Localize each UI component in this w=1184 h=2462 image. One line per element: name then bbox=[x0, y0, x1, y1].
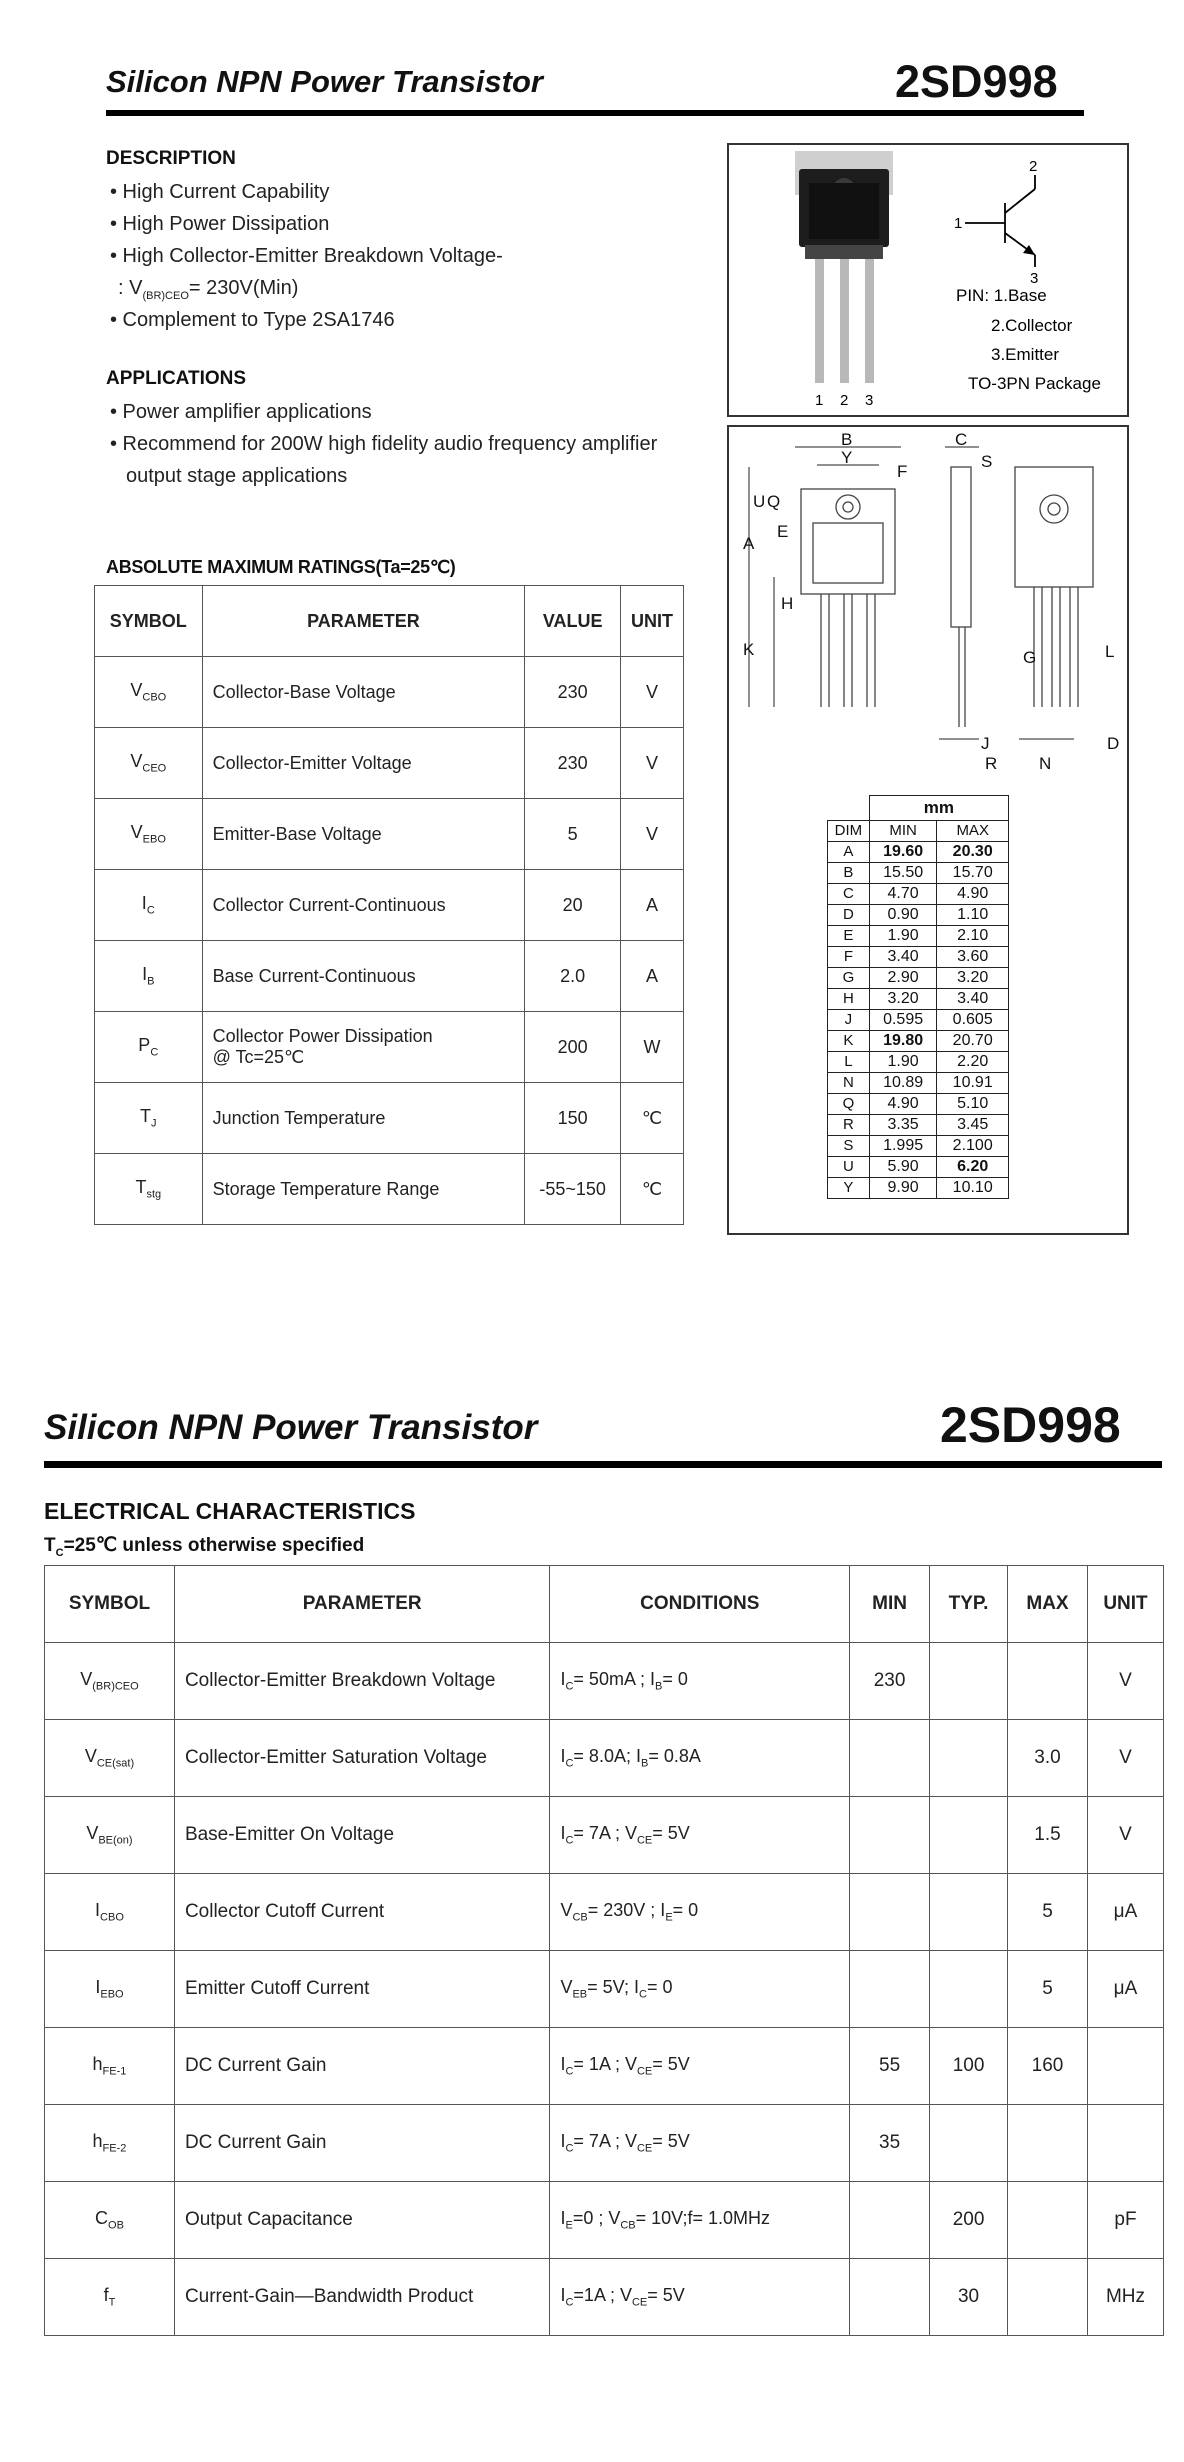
dim-label: S bbox=[981, 452, 993, 471]
col-header: SYMBOL bbox=[95, 586, 203, 657]
dims-cell: 0.605 bbox=[937, 1010, 1009, 1031]
electrical-unit: V bbox=[1087, 1720, 1163, 1797]
page2-title: Silicon NPN Power Transistor bbox=[44, 1408, 538, 1447]
dims-cell: 4.90 bbox=[869, 1094, 937, 1115]
dims-row bbox=[828, 1073, 1009, 1094]
ratings-row bbox=[95, 799, 684, 870]
electrical-max: 5 bbox=[1008, 1874, 1088, 1951]
rating-unit: ℃ bbox=[620, 1083, 683, 1154]
condition-note: $T_C=25℃$ unless otherwise specified bbox=[44, 1535, 365, 1559]
rating-value: -55~150 bbox=[525, 1154, 621, 1225]
applications-heading: APPLICATIONS bbox=[106, 368, 247, 389]
ratings-row bbox=[95, 728, 684, 799]
rating-parameter: Collector Current-Continuous bbox=[202, 870, 525, 941]
dims-cell: 0.595 bbox=[869, 1010, 937, 1031]
dims-row bbox=[828, 884, 1009, 905]
electrical-parameter: Emitter Cutoff Current bbox=[174, 1951, 550, 2028]
dims-row bbox=[828, 926, 1009, 947]
electrical-typ bbox=[930, 1643, 1008, 1720]
rating-value: 150 bbox=[525, 1083, 621, 1154]
electrical-symbol: $V_{BE(on)}$ bbox=[45, 1797, 175, 1874]
symbol-pin-label: 3 bbox=[1030, 270, 1039, 287]
dims-cell: 20.30 bbox=[937, 842, 1009, 863]
electrical-conditions: $V_{CB}= 230V$ ; $I_E= 0$ bbox=[550, 1874, 850, 1951]
dims-cell: 9.90 bbox=[869, 1178, 937, 1199]
dims-cell: 2.10 bbox=[937, 926, 1009, 947]
dims-row bbox=[828, 1136, 1009, 1157]
outline-drawing bbox=[729, 427, 1127, 773]
rating-unit: W bbox=[620, 1012, 683, 1083]
dims-cell: 3.40 bbox=[937, 989, 1009, 1010]
rating-unit: A bbox=[620, 870, 683, 941]
package-pinout-figure bbox=[729, 145, 1127, 415]
dims-row bbox=[828, 1052, 1009, 1073]
dims-row bbox=[828, 1115, 1009, 1136]
dims-cell: B bbox=[828, 863, 870, 884]
electrical-parameter: Collector Cutoff Current bbox=[174, 1874, 550, 1951]
electrical-row bbox=[45, 2259, 1164, 2336]
description-item: • Complement to Type 2SA1746 bbox=[110, 309, 395, 331]
electrical-conditions: $I_E=0$ ; $V_{CB}=$ 10V;f= 1.0MHz bbox=[550, 2182, 850, 2259]
lead-2 bbox=[840, 259, 849, 383]
ratings-table bbox=[94, 585, 684, 1225]
dims-cell: 3.20 bbox=[869, 989, 937, 1010]
dims-cell: 10.89 bbox=[869, 1073, 937, 1094]
electrical-typ: 200 bbox=[930, 2182, 1008, 2259]
rating-symbol: $V_{EBO}$ bbox=[95, 799, 203, 870]
electrical-symbol: $I_{EBO}$ bbox=[45, 1951, 175, 2028]
application-item: output stage applications bbox=[126, 465, 348, 487]
electrical-row bbox=[45, 1720, 1164, 1797]
dims-cell: 10.10 bbox=[937, 1178, 1009, 1199]
dims-cell: 19.80 bbox=[869, 1031, 937, 1052]
electrical-parameter: Collector-Emitter Saturation Voltage bbox=[174, 1720, 550, 1797]
electrical-unit: V bbox=[1087, 1643, 1163, 1720]
electrical-header-row bbox=[45, 1566, 1164, 1643]
electrical-conditions: $I_C= 7A$ ; $V_{CE}= 5V$ bbox=[550, 1797, 850, 1874]
dim-label: B bbox=[841, 430, 853, 449]
page2-part-number: 2SD998 bbox=[940, 1397, 1121, 1453]
rating-symbol: $T_J$ bbox=[95, 1083, 203, 1154]
pin-label: 3.Emitter bbox=[991, 345, 1060, 364]
dims-cell: R bbox=[828, 1115, 870, 1136]
dims-cell: 10.91 bbox=[937, 1073, 1009, 1094]
dims-cell: D bbox=[828, 905, 870, 926]
dims-cell: 3.45 bbox=[937, 1115, 1009, 1136]
electrical-conditions: $I_C= 1A$ ; $V_{CE}= 5V$ bbox=[550, 2028, 850, 2105]
dims-row bbox=[828, 842, 1009, 863]
col-header: VALUE bbox=[525, 586, 621, 657]
rating-parameter: Storage Temperature Range bbox=[202, 1154, 525, 1225]
page1-header-rule bbox=[106, 110, 1084, 116]
electrical-typ bbox=[930, 1720, 1008, 1797]
ratings-row bbox=[95, 657, 684, 728]
dims-cell: 2.20 bbox=[937, 1052, 1009, 1073]
lead-3 bbox=[865, 259, 874, 383]
dims-cell: 6.20 bbox=[937, 1157, 1009, 1178]
electrical-parameter: DC Current Gain bbox=[174, 2028, 550, 2105]
dims-cell: E bbox=[828, 926, 870, 947]
dims-cell: U bbox=[828, 1157, 870, 1178]
ratings-row bbox=[95, 1154, 684, 1225]
col-header: UNIT bbox=[1087, 1566, 1163, 1643]
electrical-heading: ELECTRICAL CHARACTERISTICS bbox=[44, 1498, 416, 1524]
vce-min-line: : $V_{(BR)CEO}= 230V(Min)$ bbox=[118, 277, 299, 302]
electrical-min bbox=[850, 2259, 930, 2336]
rating-symbol: $I_B$ bbox=[95, 941, 203, 1012]
dims-row bbox=[828, 1031, 1009, 1052]
dims-cell: 3.40 bbox=[869, 947, 937, 968]
ratings-header-row bbox=[95, 586, 684, 657]
package-name: TO-3PN Package bbox=[968, 374, 1101, 393]
electrical-min bbox=[850, 1874, 930, 1951]
pin-number: 3 bbox=[865, 392, 874, 409]
rating-symbol: $I_C$ bbox=[95, 870, 203, 941]
electrical-unit: μA bbox=[1087, 1874, 1163, 1951]
electrical-unit: MHz bbox=[1087, 2259, 1163, 2336]
electrical-conditions: $V_{EB}= 5V$; $I_C= 0$ bbox=[550, 1951, 850, 2028]
electrical-symbol: $h_{FE-2}$ bbox=[45, 2105, 175, 2182]
dims-row bbox=[828, 1010, 1009, 1031]
electrical-min: 230 bbox=[850, 1643, 930, 1720]
rating-value: 2.0 bbox=[525, 941, 621, 1012]
dims-row bbox=[828, 1094, 1009, 1115]
dim-label: A bbox=[743, 534, 755, 553]
rating-symbol: $V_{CEO}$ bbox=[95, 728, 203, 799]
electrical-parameter: Current-Gain—Bandwidth Product bbox=[174, 2259, 550, 2336]
dims-col-header: DIM bbox=[828, 821, 870, 842]
electrical-symbol: $C_{OB}$ bbox=[45, 2182, 175, 2259]
electrical-unit bbox=[1087, 2105, 1163, 2182]
rating-symbol: $P_C$ bbox=[95, 1012, 203, 1083]
electrical-typ: 100 bbox=[930, 2028, 1008, 2105]
ratings-row bbox=[95, 1012, 684, 1083]
col-header: PARAMETER bbox=[202, 586, 525, 657]
dim-label: U bbox=[753, 492, 766, 511]
lead-1 bbox=[815, 259, 824, 383]
electrical-conditions: $I_C= 50mA$ ; $I_B= 0$ bbox=[550, 1643, 850, 1720]
dims-cell: C bbox=[828, 884, 870, 905]
electrical-max: 3.0 bbox=[1008, 1720, 1088, 1797]
dims-row bbox=[828, 863, 1009, 884]
page2-header-rule bbox=[44, 1461, 1162, 1468]
rating-value: 230 bbox=[525, 728, 621, 799]
electrical-row bbox=[45, 2182, 1164, 2259]
rating-value: 5 bbox=[525, 799, 621, 870]
dims-cell: 4.90 bbox=[937, 884, 1009, 905]
dims-cell: Q bbox=[828, 1094, 870, 1115]
rating-unit: ℃ bbox=[620, 1154, 683, 1225]
symbol-pin-label: 1 bbox=[954, 215, 963, 232]
rating-unit: V bbox=[620, 657, 683, 728]
dims-row bbox=[828, 1157, 1009, 1178]
col-header: TYP. bbox=[930, 1566, 1008, 1643]
dim-label: Y bbox=[841, 448, 853, 467]
dims-cell: S bbox=[828, 1136, 870, 1157]
dims-cell: G bbox=[828, 968, 870, 989]
dims-col-header: MIN bbox=[869, 821, 937, 842]
dims-cell: 3.60 bbox=[937, 947, 1009, 968]
electrical-typ bbox=[930, 2105, 1008, 2182]
electrical-conditions: $I_C=1A$ ; $V_{CE}= 5V$ bbox=[550, 2259, 850, 2336]
electrical-min: 35 bbox=[850, 2105, 930, 2182]
page1-title: Silicon NPN Power Transistor bbox=[106, 64, 543, 99]
rating-unit: V bbox=[620, 728, 683, 799]
ratings-row bbox=[95, 941, 684, 1012]
page1-part-number: 2SD998 bbox=[895, 56, 1058, 107]
electrical-row bbox=[45, 2028, 1164, 2105]
dims-cell: 15.70 bbox=[937, 863, 1009, 884]
electrical-max bbox=[1008, 2105, 1088, 2182]
rating-unit: A bbox=[620, 941, 683, 1012]
description-item: • High Current Capability bbox=[110, 181, 330, 203]
dims-row bbox=[828, 905, 1009, 926]
rating-parameter: Junction Temperature bbox=[202, 1083, 525, 1154]
electrical-conditions: $I_C= 7A$ ; $V_{CE}= 5V$ bbox=[550, 2105, 850, 2182]
dim-label: E bbox=[777, 522, 789, 541]
electrical-min: 55 bbox=[850, 2028, 930, 2105]
dims-cell: 4.70 bbox=[869, 884, 937, 905]
electrical-row bbox=[45, 1643, 1164, 1720]
applications-list bbox=[110, 396, 657, 492]
dim-label: F bbox=[897, 462, 908, 481]
dims-cell: 3.35 bbox=[869, 1115, 937, 1136]
symbol-pin-label: 2 bbox=[1029, 158, 1038, 175]
rating-value: 230 bbox=[525, 657, 621, 728]
dim-label: L bbox=[1105, 642, 1115, 661]
electrical-unit: μA bbox=[1087, 1951, 1163, 2028]
electrical-row bbox=[45, 1874, 1164, 1951]
dims-row bbox=[828, 947, 1009, 968]
dims-cell: J bbox=[828, 1010, 870, 1031]
electrical-parameter: Output Capacitance bbox=[174, 2182, 550, 2259]
dims-cell: 1.90 bbox=[869, 926, 937, 947]
rating-parameter: Collector-Emitter Voltage bbox=[202, 728, 525, 799]
electrical-typ bbox=[930, 1797, 1008, 1874]
electrical-table bbox=[44, 1565, 1164, 2336]
ratings-heading: ABSOLUTE MAXIMUM RATINGS(Ta=25℃) bbox=[106, 557, 456, 577]
electrical-conditions: $I_C= 8.0A$; $I_B= 0.8A$ bbox=[550, 1720, 850, 1797]
electrical-typ: 30 bbox=[930, 2259, 1008, 2336]
dims-cell: H bbox=[828, 989, 870, 1010]
electrical-symbol: $h_{FE-1}$ bbox=[45, 2028, 175, 2105]
dim-label: Q bbox=[767, 492, 781, 511]
dims-row bbox=[828, 968, 1009, 989]
application-item: • Recommend for 200W high fidelity audio frequency amplifier bbox=[110, 433, 658, 455]
dims-cell: 1.10 bbox=[937, 905, 1009, 926]
electrical-typ bbox=[930, 1951, 1008, 2028]
dims-cell: L bbox=[828, 1052, 870, 1073]
dims-cell: 15.50 bbox=[869, 863, 937, 884]
description-heading: DESCRIPTION bbox=[106, 148, 236, 169]
dims-cell: 2.100 bbox=[937, 1136, 1009, 1157]
electrical-row bbox=[45, 1797, 1164, 1874]
dims-row bbox=[828, 1178, 1009, 1199]
col-header: MAX bbox=[1008, 1566, 1088, 1643]
description-list bbox=[110, 176, 503, 336]
dims-cell: 5.10 bbox=[937, 1094, 1009, 1115]
dims-cell: 0.90 bbox=[869, 905, 937, 926]
rating-symbol: $V_{CBO}$ bbox=[95, 657, 203, 728]
dims-cell: 19.60 bbox=[869, 842, 937, 863]
electrical-unit bbox=[1087, 2028, 1163, 2105]
dim-label: C bbox=[955, 430, 968, 449]
electrical-min bbox=[850, 1951, 930, 2028]
col-header: MIN bbox=[850, 1566, 930, 1643]
col-header: SYMBOL bbox=[45, 1566, 175, 1643]
electrical-typ bbox=[930, 1874, 1008, 1951]
rating-parameter: Base Current-Continuous bbox=[202, 941, 525, 1012]
dims-cell: 1.90 bbox=[869, 1052, 937, 1073]
package-pinout-box bbox=[727, 143, 1129, 417]
dims-cell: 5.90 bbox=[869, 1157, 937, 1178]
dim-label: J bbox=[981, 734, 990, 753]
dim-label: N bbox=[1039, 754, 1052, 773]
pin-label: PIN: 1.Base bbox=[956, 286, 1047, 305]
electrical-parameter: Collector-Emitter Breakdown Voltage bbox=[174, 1643, 550, 1720]
dim-label: R bbox=[985, 754, 998, 773]
col-header: PARAMETER bbox=[174, 1566, 550, 1643]
rating-parameter: Collector Power Dissipation @ Tc=25℃ bbox=[202, 1012, 525, 1083]
dims-unit: mm bbox=[869, 796, 1008, 821]
electrical-max: 160 bbox=[1008, 2028, 1088, 2105]
ratings-row bbox=[95, 1083, 684, 1154]
dims-cell: 2.90 bbox=[869, 968, 937, 989]
electrical-parameter: Base-Emitter On Voltage bbox=[174, 1797, 550, 1874]
electrical-symbol: $I_{CBO}$ bbox=[45, 1874, 175, 1951]
dim-label: H bbox=[781, 594, 794, 613]
electrical-symbol: $V_{CE(sat)}$ bbox=[45, 1720, 175, 1797]
rating-value: 20 bbox=[525, 870, 621, 941]
col-header: UNIT bbox=[620, 586, 683, 657]
rating-value: 200 bbox=[525, 1012, 621, 1083]
pin-number: 2 bbox=[840, 392, 849, 409]
description-item: • High Collector-Emitter Breakdown Voltage- bbox=[110, 245, 503, 267]
rating-parameter: Collector-Base Voltage bbox=[202, 657, 525, 728]
dims-cell: 3.20 bbox=[937, 968, 1009, 989]
pin-number: 1 bbox=[815, 392, 824, 409]
dims-cell: N bbox=[828, 1073, 870, 1094]
dims-cell: K bbox=[828, 1031, 870, 1052]
electrical-row bbox=[45, 1951, 1164, 2028]
dims-cell: F bbox=[828, 947, 870, 968]
col-header: CONDITIONS bbox=[550, 1566, 850, 1643]
dim-label: G bbox=[1023, 648, 1037, 667]
electrical-min bbox=[850, 2182, 930, 2259]
rating-parameter: Emitter-Base Voltage bbox=[202, 799, 525, 870]
electrical-min bbox=[850, 1720, 930, 1797]
electrical-row bbox=[45, 2105, 1164, 2182]
pin-label: 2.Collector bbox=[991, 316, 1073, 335]
electrical-max bbox=[1008, 1643, 1088, 1720]
dims-cell: A bbox=[828, 842, 870, 863]
electrical-max bbox=[1008, 2182, 1088, 2259]
rating-symbol: $T_{stg}$ bbox=[95, 1154, 203, 1225]
ratings-row bbox=[95, 870, 684, 941]
dims-cell: 1.995 bbox=[869, 1136, 937, 1157]
dim-label: D bbox=[1107, 734, 1120, 753]
description-item: • High Power Dissipation bbox=[110, 213, 330, 235]
electrical-symbol: $f_T$ bbox=[45, 2259, 175, 2336]
application-item: • Power amplifier applications bbox=[110, 401, 372, 423]
electrical-max: 1.5 bbox=[1008, 1797, 1088, 1874]
electrical-unit: V bbox=[1087, 1797, 1163, 1874]
electrical-unit: pF bbox=[1087, 2182, 1163, 2259]
rating-unit: V bbox=[620, 799, 683, 870]
electrical-max: 5 bbox=[1008, 1951, 1088, 2028]
package-dimensions-box bbox=[727, 425, 1129, 1235]
dims-col-header: MAX bbox=[937, 821, 1009, 842]
electrical-symbol: $V_{(BR)CEO}$ bbox=[45, 1643, 175, 1720]
dims-row bbox=[828, 989, 1009, 1010]
dim-label: K bbox=[743, 640, 755, 659]
electrical-max bbox=[1008, 2259, 1088, 2336]
dims-cell: Y bbox=[828, 1178, 870, 1199]
dims-cell: 20.70 bbox=[937, 1031, 1009, 1052]
dimensions-table bbox=[827, 795, 1009, 1199]
electrical-min bbox=[850, 1797, 930, 1874]
electrical-parameter: DC Current Gain bbox=[174, 2105, 550, 2182]
